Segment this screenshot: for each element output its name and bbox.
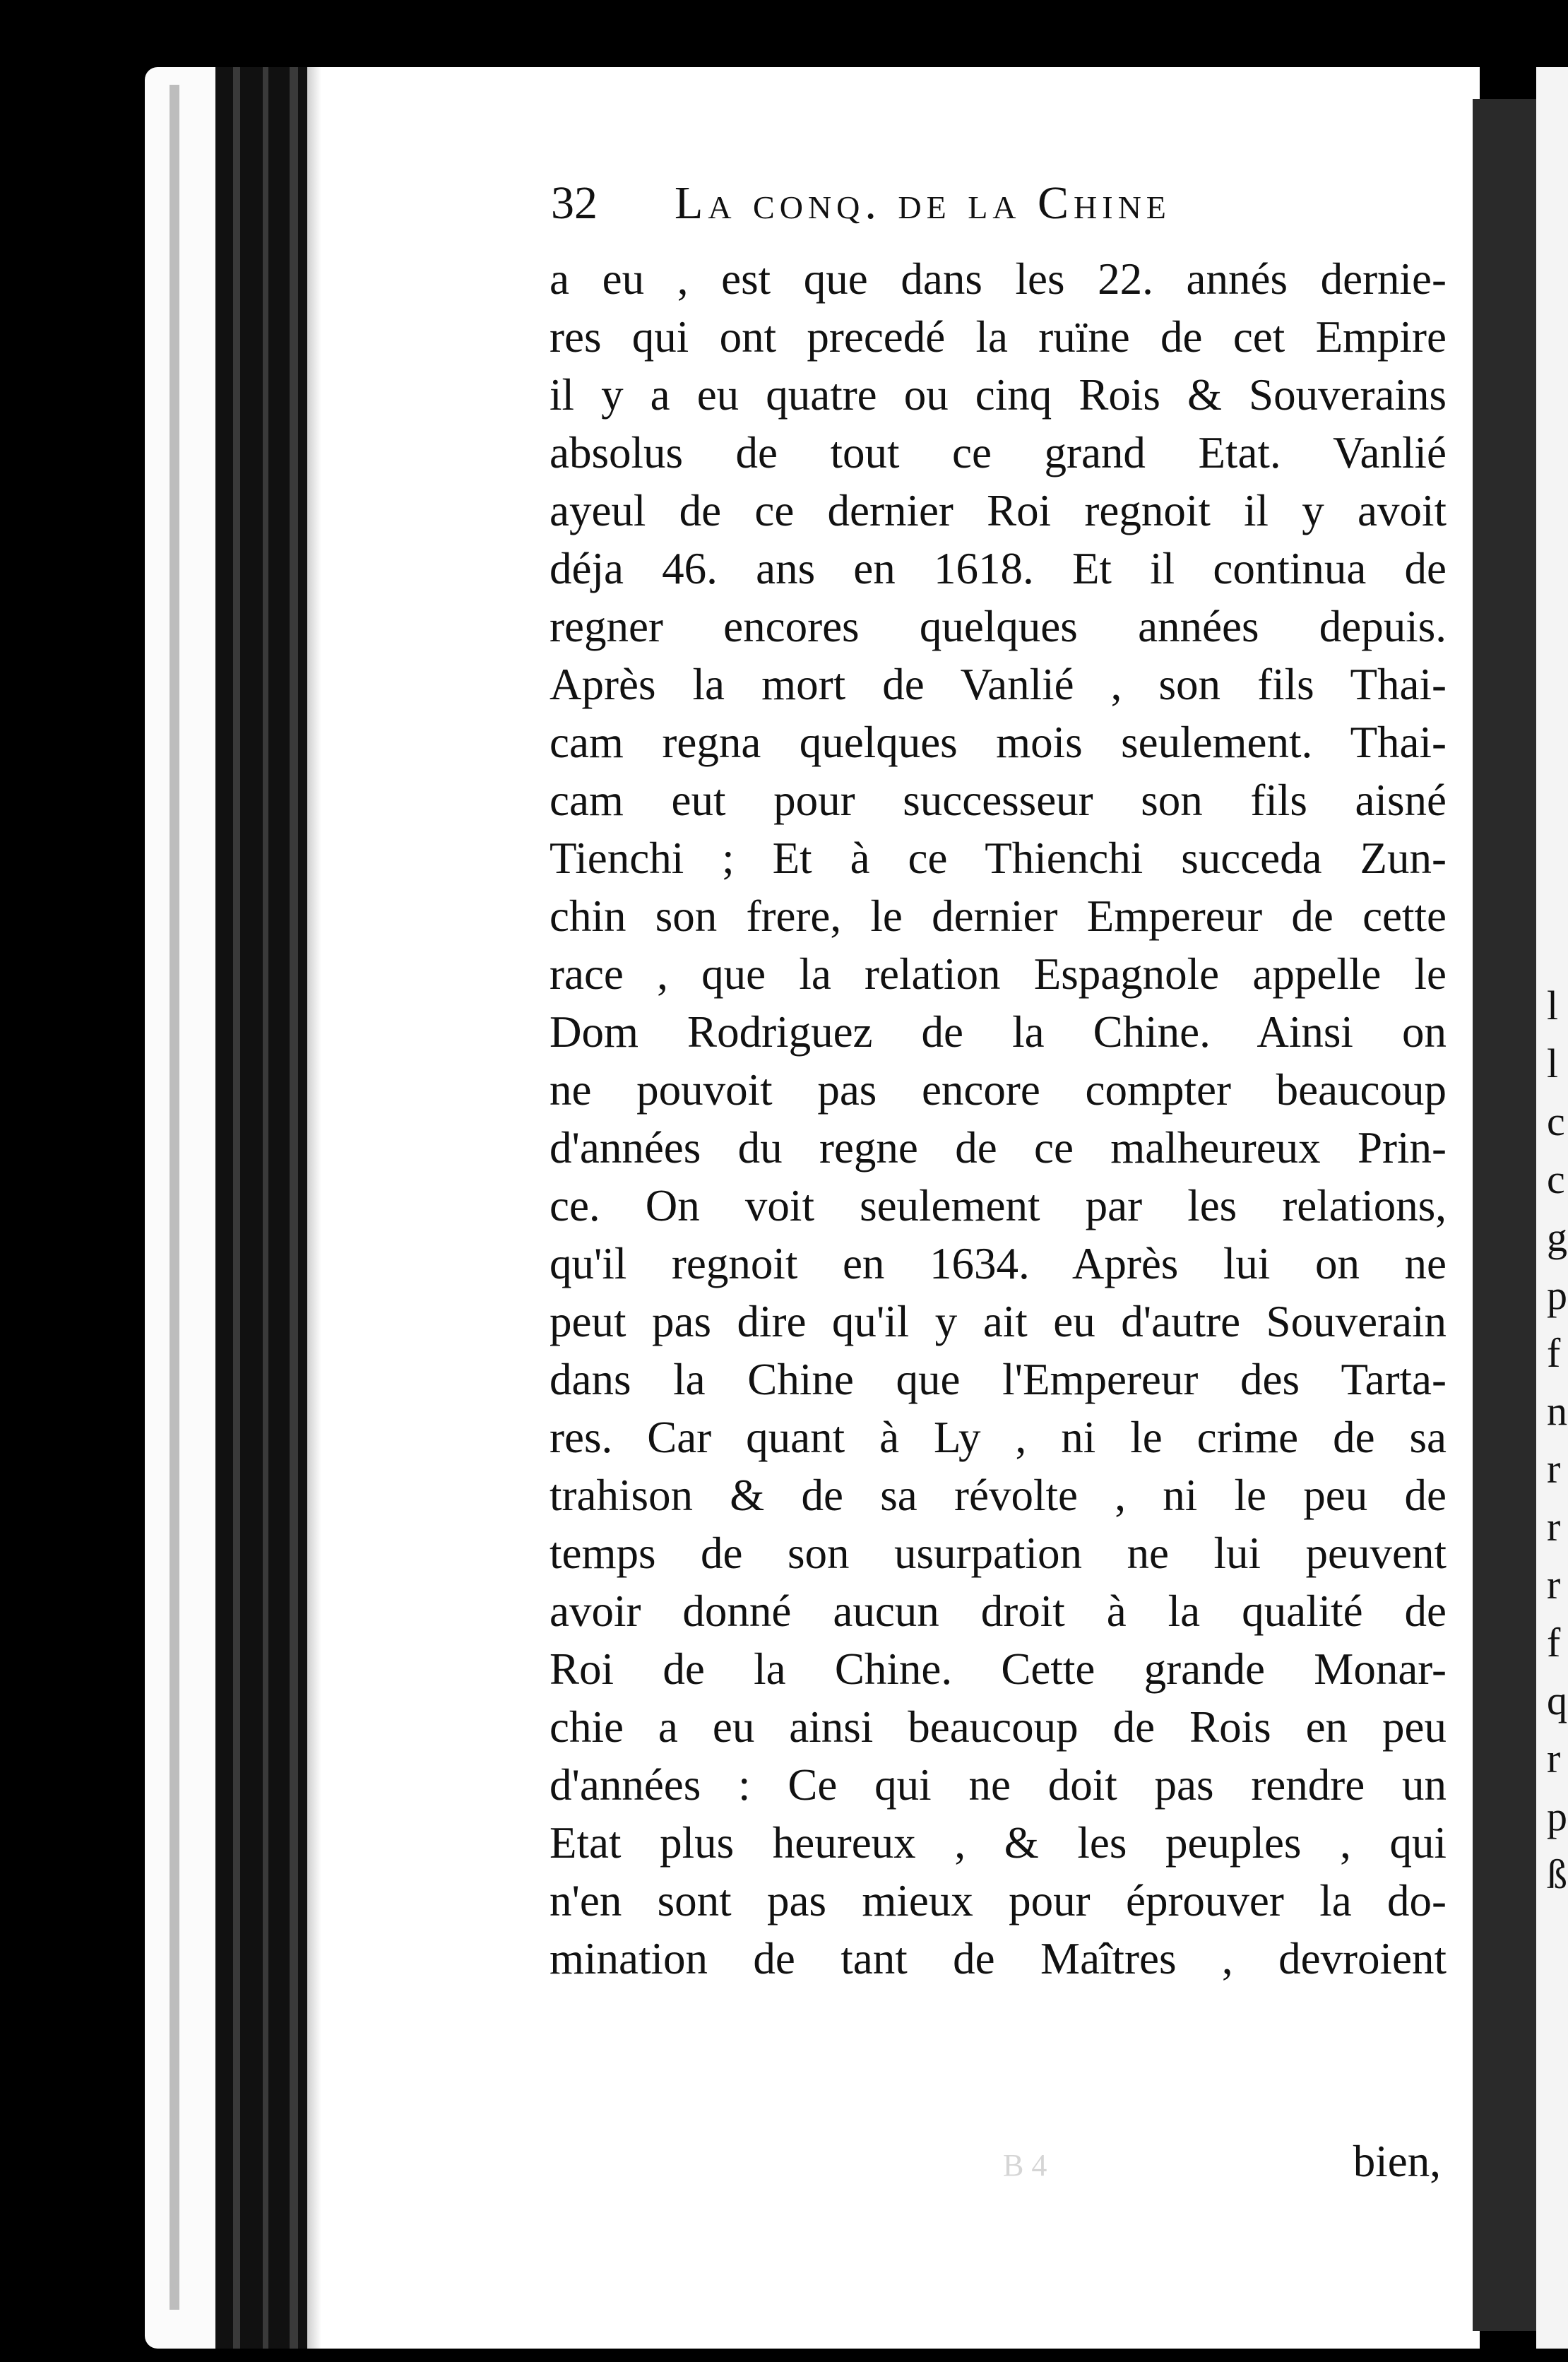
spine-stripe xyxy=(233,67,240,2349)
text-line: ne pouvoit pas encore compter beaucoup xyxy=(550,1065,1447,1115)
facing-page-letter: n xyxy=(1547,1388,1567,1434)
text-line: Etat plus heureux , & les peuples , qui xyxy=(550,1818,1447,1868)
text-line: mination de tant de Maîtres , devroient xyxy=(550,1934,1447,1983)
scan-left-margin xyxy=(0,0,162,2362)
text-line: d'années du regne de ce malheureux Prin- xyxy=(550,1123,1447,1173)
page-gutter-shadow xyxy=(307,67,321,2349)
facing-page-edge xyxy=(1536,67,1568,2349)
facing-page-letter: c xyxy=(1547,1098,1565,1144)
text-line: res qui ont precedé la ruïne de cet Empire xyxy=(550,312,1447,362)
text-line: n'en sont pas mieux pour éprouver la do- xyxy=(550,1876,1447,1925)
facing-page-letter: f xyxy=(1547,1330,1561,1376)
text-line: Dom Rodriguez de la Chine. Ainsi on xyxy=(550,1007,1447,1057)
text-line: trahison & de sa révolte , ni le peu de xyxy=(550,1471,1447,1520)
text-line: dans la Chine que l'Empereur des Tarta- xyxy=(550,1355,1447,1404)
text-line: race , que la relation Espagnole appelle le xyxy=(550,949,1447,999)
text-line: Après la mort de Vanlié , son fils Thai- xyxy=(550,660,1447,709)
text-line: il y a eu quatre ou cinq Rois & Souverains xyxy=(550,370,1447,420)
facing-page-letter: q xyxy=(1547,1678,1567,1723)
left-binding-edge xyxy=(145,67,215,2349)
facing-page-letter: r xyxy=(1547,1562,1561,1608)
facing-page-letter: f xyxy=(1547,1620,1561,1666)
spine-stripe xyxy=(290,67,298,2349)
text-line: chin son frere, le dernier Empereur de cette xyxy=(550,891,1447,941)
page-number: 32 xyxy=(551,177,598,229)
facing-page-letter: p xyxy=(1547,1793,1567,1839)
text-line: d'années : Ce qui ne doit pas rendre un xyxy=(550,1760,1447,1810)
text-line: ayeul de ce dernier Roi regnoit il y avoit xyxy=(550,486,1447,535)
text-line: temps de son usurpation ne lui peuvent xyxy=(550,1529,1447,1578)
facing-page-letter: r xyxy=(1547,1735,1561,1781)
spine-stripe xyxy=(263,67,268,2349)
text-line: avoir donné aucun droit à la qualité de xyxy=(550,1586,1447,1636)
running-title: La conq. de la Chine xyxy=(675,177,1171,229)
facing-page-letter: r xyxy=(1547,1446,1561,1492)
facing-page-shadow xyxy=(1473,99,1536,2331)
facing-page-letter: g xyxy=(1547,1214,1567,1260)
text-line: Roi de la Chine. Cette grande Monar- xyxy=(550,1644,1447,1694)
text-line: res. Car quant à Ly , ni le crime de sa xyxy=(550,1413,1447,1462)
catchword: bien, xyxy=(1353,2137,1441,2186)
facing-page-letter: l xyxy=(1547,983,1559,1028)
text-line: regner encores quelques années depuis. xyxy=(550,602,1447,651)
facing-page-letter: l xyxy=(1547,1040,1559,1086)
facing-page-letter: r xyxy=(1547,1504,1561,1550)
running-head xyxy=(551,177,1444,240)
signature-mark: B 4 xyxy=(1003,2148,1047,2183)
facing-page-letter: c xyxy=(1547,1156,1565,1202)
text-line: déja 46. ans en 1618. Et il continua de xyxy=(550,544,1447,593)
text-line: cam eut pour successeur son fils aisné xyxy=(550,776,1447,825)
facing-page-letter: p xyxy=(1547,1272,1567,1318)
text-line: a eu , est que dans les 22. annés dernie- xyxy=(550,254,1447,304)
text-line: ce. On voit seulement par les relations, xyxy=(550,1181,1447,1230)
text-line: absolus de tout ce grand Etat. Vanlié xyxy=(550,428,1447,477)
text-line: chie a eu ainsi beaucoup de Rois en peu xyxy=(550,1702,1447,1752)
text-line: cam regna quelques mois seulement. Thai- xyxy=(550,718,1447,767)
text-line: peut pas dire qu'il y ait eu d'autre Souverain xyxy=(550,1297,1447,1346)
text-line: Tienchi ; Et à ce Thienchi succeda Zun- xyxy=(550,833,1447,883)
binding-shadow-line xyxy=(170,85,179,2310)
facing-page-letter: ß xyxy=(1547,1851,1567,1897)
text-line: qu'il regnoit en 1634. Après lui on ne xyxy=(550,1239,1447,1288)
